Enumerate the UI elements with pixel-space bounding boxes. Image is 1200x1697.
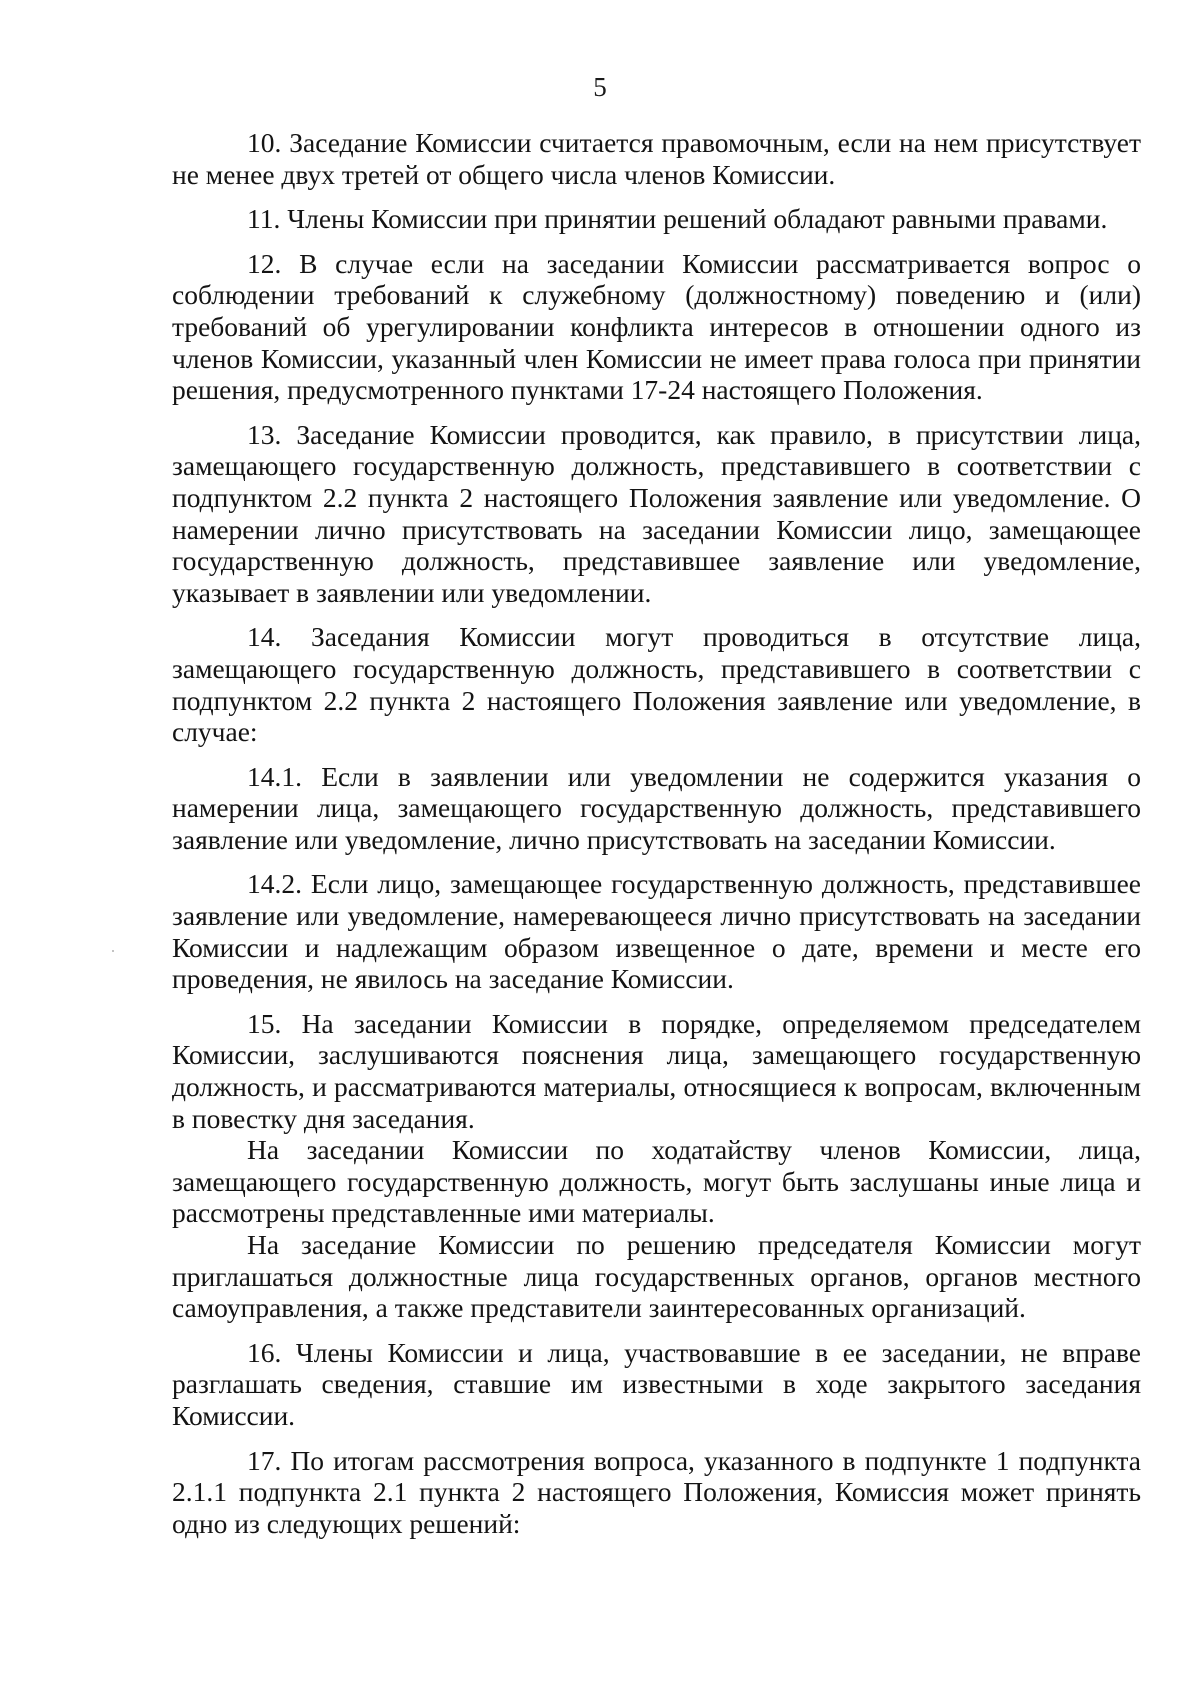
paragraph-15-continued-1: На заседании Комиссии по ходатайству членов Комиссии, лица, замещающего государственную должность, могут быть заслушаны иные лица и рассмотрены представленные ими материалы. bbox=[172, 1134, 1141, 1229]
paragraph-15: 15. На заседании Комиссии в порядке, определяемом председателем Комиссии, заслушиваются пояснения лица, замещающего государственную должность, и рассматриваются материалы, относящиеся к вопросам, включенным в повестку дня заседания. bbox=[172, 1007, 1141, 1134]
paragraph-11: 11. Члены Комиссии при принятии решений обладают равными правами. bbox=[247, 203, 1108, 235]
page-number: 5 bbox=[593, 72, 607, 102]
paragraph-12: 12. В случае если на заседании Комиссии рассматривается вопрос о соблюдении требований к служебному (должностному) поведению и (или) требований об урегулировании конфликта интересов в отношении одного из членов Комиссии, указанный член Комиссии не имеет права голоса при принятии решения, предусмотренного пунктами 17-24 настоящего Положения. bbox=[172, 247, 1141, 406]
paragraph-10: 10. Заседание Комиссии считается правомочным, если на нем присутствует не менее двух третей от общего числа членов Комиссии. bbox=[172, 127, 1141, 190]
paragraph-13: 13. Заседание Комиссии проводится, как правило, в присутствии лица, замещающего государственную должность, представившего в соответствии с подпунктом 2.2 пункта 2 настоящего Положения заявление или уведомление. О намерении лично присутствовать на заседании Комиссии лицо, замещающее государственную должность, представившее заявление или уведомление, указывает в заявлении или уведомлении. bbox=[172, 418, 1141, 608]
paragraph-15-continued-2: На заседание Комиссии по решению председателя Комиссии могут приглашаться должностные лица государственных органов, органов местного самоуправления, а также представители заинтересованных организаций. bbox=[172, 1229, 1141, 1324]
document-body bbox=[172, 127, 1141, 1539]
paragraph-14: 14. Заседания Комиссии могут проводиться в отсутствие лица, замещающего государственную должность, представившего в соответствии с подпунктом 2.2 пункта 2 настоящего Положения заявление или уведомление, в случае: bbox=[172, 621, 1141, 748]
paragraph-14-1: 14.1. Если в заявлении или уведомлении не содержится указания о намерении лица, замещающего государственную должность, представившего заявление или уведомление, лично присутствовать на заседании Комиссии. bbox=[172, 760, 1141, 855]
paragraph-14-2: 14.2. Если лицо, замещающее государственную должность, представившее заявление или уведомление, намеревающееся лично присутствовать на заседании Комиссии и надлежащим образом извещенное о дате, времени и месте его проведения, не явилось на заседание Комиссии. bbox=[172, 868, 1141, 995]
paragraph-16: 16. Члены Комиссии и лица, участвовавшие в ее заседании, не вправе разглашать сведения, ставшие им известными в ходе закрытого заседания Комиссии. bbox=[172, 1336, 1141, 1431]
scan-dust-mark bbox=[112, 950, 114, 952]
paragraph-17: 17. По итогам рассмотрения вопроса, указанного в подпункте 1 подпункта 2.1.1 подпункта 2.1 пункта 2 настоящего Положения, Комиссия может принять одно из следующих решений: bbox=[172, 1444, 1141, 1539]
